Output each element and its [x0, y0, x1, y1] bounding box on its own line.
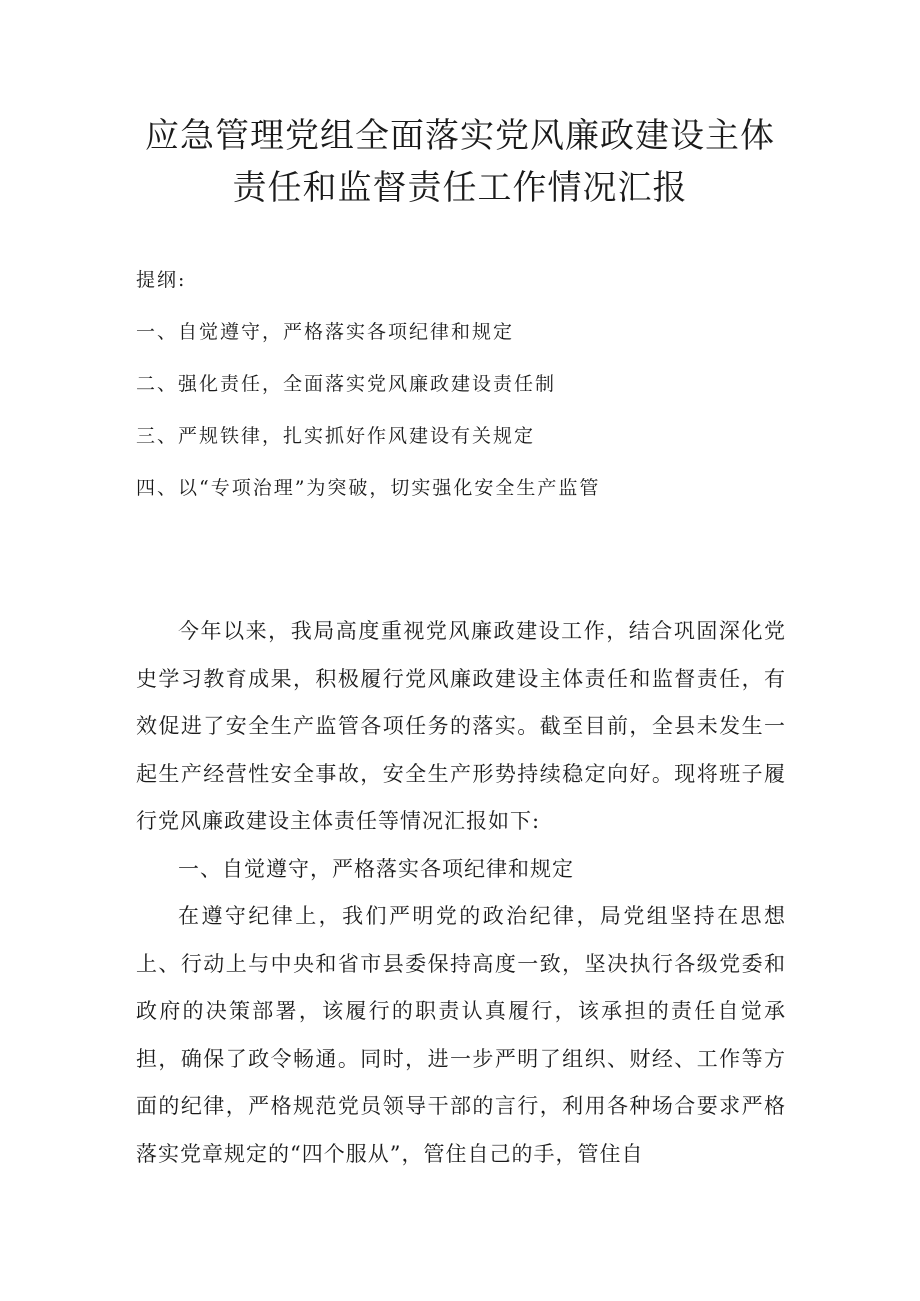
document-title-line-2: 责任和监督责任工作情况汇报 — [232, 168, 688, 208]
outline-item-3: 三、严规铁律，扎实抓好作风建设有关规定 — [136, 425, 536, 447]
outline-item-1: 一、自觉遵守，严格落实各项纪律和规定 — [136, 321, 515, 343]
body-paragraph-intro: 今年以来，我局高度重视党风廉政建设工作，结合巩固深化党史学习教育成果，积极履行党风廉政建设主体责任和监督责任，有效促进了安全生产监管各项任务的落实。截至目前，全县未发生一起生产经营性安全事故，安全生产形势持续稳定向好。现将班子履行党风廉政建设主体责任等情况汇报如下: — [136, 619, 786, 833]
document-title-line-1: 应急管理党组全面落实党风廉政建设主体 — [145, 116, 775, 156]
outline-label: 提纲: — [136, 269, 187, 291]
body-paragraph-discipline: 在遵守纪律上，我们严明党的政治纪律，局党组坚持在思想上、行动上与中央和省市县委保持高度一致，坚决执行各级党委和政府的决策部署，该履行的职责认真履行，该承担的责任自觉承担，确保了政令畅通。同时，进一步严明了组织、财经、工作等方面的纪律，严格规范党员领导干部的言行，利用各种场合要求严格落实党章规定的“四个服从”，管住自己的手，管住自 — [136, 904, 786, 1166]
document-body — [136, 608, 786, 1178]
outline-item-4: 四、以“专项治理”为突破，切实强化安全生产监管 — [136, 477, 601, 499]
section-heading-1: 一、自觉遵守，严格落实各项纪律和规定 — [178, 856, 574, 881]
outline-item-2: 二、强化责任，全面落实党风廉政建设责任制 — [136, 373, 557, 395]
